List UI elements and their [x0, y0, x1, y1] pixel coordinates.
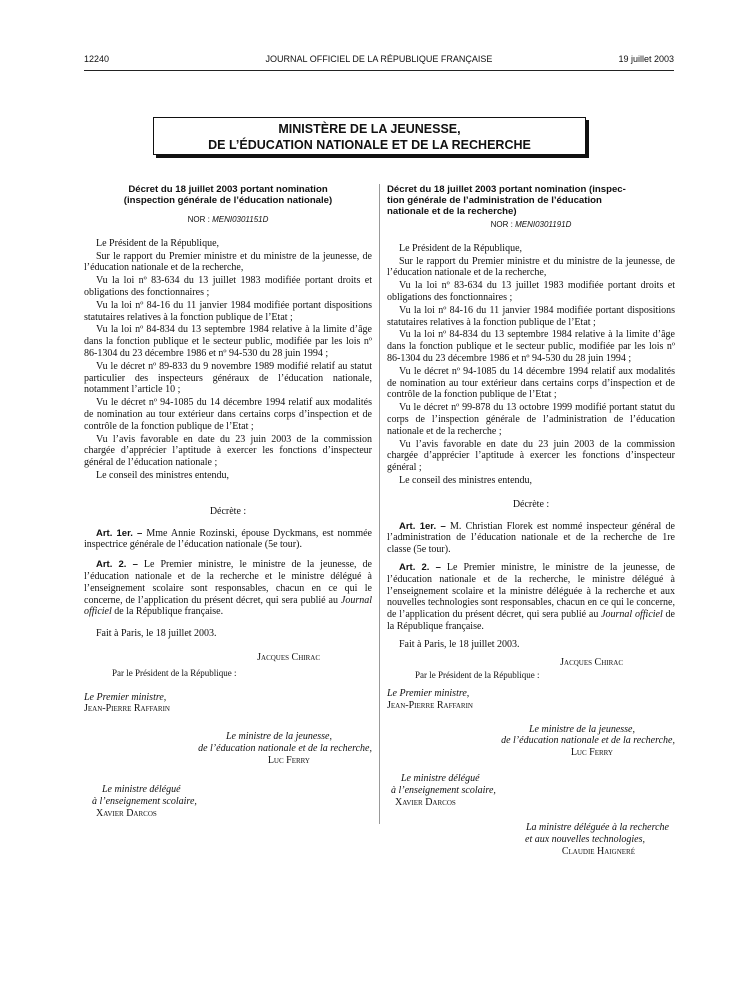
- decree-title-line: (inspection générale de l’éducation nationale): [123, 195, 333, 206]
- signatory-role: La ministre déléguée à la recherche: [525, 822, 669, 834]
- signature-prime-minister: [387, 688, 675, 712]
- page-header: [84, 54, 674, 68]
- journal-officiel-ref: Journal officiel: [601, 609, 663, 621]
- signature-delegate-minister: [92, 784, 372, 819]
- signatory-role: à l’enseignement scolaire,: [391, 784, 496, 796]
- decree-title-line: tion générale de l’administration de l’éducation: [387, 195, 602, 206]
- article-label: Art. 2. –: [96, 559, 138, 571]
- signatory-name: Xavier Darcos: [96, 808, 157, 820]
- signatory-name: Jean-Pierre Raffarin: [84, 703, 170, 715]
- preamble-paragraph: Le Président de la République,: [399, 242, 523, 254]
- nor-code: MENI0301191D: [515, 220, 572, 229]
- column-divider: [379, 184, 380, 824]
- nor-label: NOR :: [490, 220, 516, 229]
- preamble-paragraph: Vu le décret nº 89-833 du 9 novembre 1989 modifié relatif au statut particulier des inspecteurs généraux de l’éducation nationale, notamment l’article 10 ;: [84, 360, 372, 396]
- preamble-paragraph: Vu la loi nº 84-834 du 13 septembre 1984 relative à la limite d’âge dans la fonction publique et le secteur public, modifiée par les lois nº 86-1304 du 23 décembre 1986 et nº 94-530 du 28 juin 1994 ;: [387, 329, 675, 364]
- preamble-paragraph: Vu la loi nº 83-634 du 13 juillet 1983 modifiée portant droits et obligations des fonctionnaires ;: [387, 280, 675, 303]
- nor-label: NOR :: [187, 215, 213, 224]
- signatory-name: Jean-Pierre Raffarin: [387, 699, 473, 711]
- preamble-paragraph: Vu l’avis favorable en date du 23 juin 2003 de la commission chargée d’apprécier l’aptitude à exercer les fonctions d’inspecteur général de l’éducation nationale ;: [84, 433, 372, 469]
- preamble-paragraph: Vu la loi nº 84-16 du 11 janvier 1984 modifiée portant dispositions statutaires relatives à la fonction publique de l’Etat ;: [84, 299, 372, 323]
- journal-officiel-ref: Journal officiel: [84, 594, 372, 618]
- nor-code: MENI0301151D: [212, 215, 269, 224]
- decrete-heading: Décrète :: [209, 505, 247, 517]
- preamble-paragraph: Vu le décret nº 94-1085 du 14 décembre 1994 relatif aux modalités de nomination au tour extérieur dans certains corps d’inspection et de contrôle de la fonction publique de l’Etat ;: [387, 365, 675, 401]
- signature-minister: [84, 731, 372, 766]
- ministry-line-1: MINISTÈRE DE LA JEUNESSE,: [278, 122, 461, 136]
- nor-reference: [84, 214, 372, 226]
- preamble-paragraph: Vu l’avis favorable en date du 23 juin 2003 de la commission chargée d’apprécier l’aptitude à exercer les fonctions d’inspecteur général ;: [387, 438, 675, 474]
- signatory-role: et aux nouvelles technologies,: [525, 834, 645, 846]
- article-label: Art. 1er. –: [96, 527, 143, 539]
- article-label: Art. 1er. –: [399, 520, 446, 532]
- decree-title: [387, 184, 675, 217]
- preamble-paragraph: Sur le rapport du Premier ministre et du ministre de la jeunesse, de l’éducation nationale et de la recherche,: [84, 250, 372, 274]
- article-2: [84, 559, 372, 618]
- article-text: Mme Annie Rozinski, épouse Dyckmans, est nommée inspectrice générale de l’éducation nationale (5e tour).: [84, 527, 372, 551]
- preamble-paragraph: Vu la loi nº 83-634 du 13 juillet 1983 modifiée portant droits et obligations des fonctionnaires ;: [84, 275, 372, 298]
- article-label: Art. 2. –: [399, 561, 441, 573]
- preamble-paragraph: Le conseil des ministres entendu,: [96, 469, 230, 481]
- nor-reference: [387, 219, 675, 231]
- article-1: [387, 521, 675, 556]
- ministry-line-2: DE L’ÉDUCATION NATIONALE ET DE LA RECHERCHE: [208, 138, 531, 152]
- signatory-role: Le Premier ministre,: [84, 691, 167, 703]
- decrete-heading: Décrète :: [512, 498, 550, 510]
- article-text: Le Premier ministre, le ministre de la jeunesse, de l’éducation nationale et de la recherche et le ministre délégué à l’enseignement scolaire sont responsables, chacun en ce qui le concerne, de l’application du présent décret, qui sera publié au: [84, 559, 372, 606]
- signatory-role: Le ministre de la jeunesse,: [528, 723, 635, 735]
- signatory-role: de l’éducation nationale et de la recherche,: [198, 742, 372, 754]
- article-text: Le Premier ministre, le ministre de la jeunesse, de l’éducation nationale et de la recherche, le ministre délégué à l’enseignement scolaire et la ministre déléguée à la recherche et aux nouvelles technologies sont responsables, chacun en ce qui le concerne, de l’application du présent décret, qui sera publié au: [387, 561, 675, 621]
- article-1: [84, 528, 372, 552]
- article-2: [387, 562, 675, 633]
- decree-title: [84, 184, 372, 206]
- par-president: Par le Président de la République :: [112, 667, 237, 678]
- article-text-end: de la République française.: [387, 609, 675, 632]
- ministry-heading: [153, 117, 586, 155]
- journal-title: JOURNAL OFFICIEL DE LA RÉPUBLIQUE FRANÇAISE: [265, 54, 493, 64]
- signatory-name: Luc Ferry: [570, 747, 613, 759]
- decree-left: [84, 184, 372, 820]
- preamble-paragraph: Vu la loi nº 84-834 du 13 septembre 1984 relative à la limite d’âge dans la fonction publique et le secteur public, modifiée par les lois nº 86-1304 du 23 décembre 1986 et nº 94-530 du 28 juin 1994 ;: [84, 324, 372, 359]
- decree-title-line: Décret du 18 juillet 2003 portant nomination (inspec-: [387, 184, 626, 195]
- signatory-role: Le ministre délégué: [102, 784, 181, 796]
- preamble-paragraph: Vu la loi nº 84-16 du 11 janvier 1984 modifiée portant dispositions statutaires relatives à la fonction publique de l’Etat ;: [387, 304, 675, 328]
- president-name: Jacques Chirac: [257, 651, 320, 663]
- decree-title-line: nationale et de la recherche): [387, 206, 517, 217]
- preamble-paragraph: Vu le décret nº 99-878 du 13 octobre 1999 modifié portant statut du corps de l’inspection générale de l’administration de l’éducation nationale et de la recherche ;: [387, 402, 675, 437]
- signature-research-minister: [387, 822, 675, 857]
- page-number: 12240: [84, 54, 110, 64]
- article-text-end: de la République française.: [111, 606, 224, 618]
- signature-place-date: Fait à Paris, le 18 juillet 2003.: [399, 638, 520, 650]
- decree-right: [387, 184, 675, 858]
- signatory-name: Xavier Darcos: [395, 796, 456, 808]
- par-president: Par le Président de la République :: [415, 670, 540, 681]
- signatory-role: Le Premier ministre,: [387, 688, 470, 700]
- decree-title-line: Décret du 18 juillet 2003 portant nomination: [128, 184, 328, 195]
- signature-prime-minister: [84, 692, 372, 716]
- signatory-name: Luc Ferry: [267, 754, 310, 766]
- header-rule: [84, 70, 674, 71]
- signatory-role: Le ministre délégué: [401, 773, 480, 785]
- signatory-role: à l’enseignement scolaire,: [92, 796, 197, 808]
- signatory-role: Le ministre de la jeunesse,: [225, 731, 332, 743]
- preamble-paragraph: Le Président de la République,: [96, 237, 220, 249]
- preamble-paragraph: Sur le rapport du Premier ministre et du ministre de la jeunesse, de l’éducation nationale et de la recherche,: [387, 255, 675, 279]
- signature-delegate-minister: [391, 773, 675, 808]
- preamble-paragraph: Le conseil des ministres entendu,: [399, 474, 533, 486]
- president-name: Jacques Chirac: [560, 656, 623, 668]
- signatory-role: de l’éducation nationale et de la recherche,: [501, 735, 675, 747]
- preamble-paragraph: Vu le décret nº 94-1085 du 14 décembre 1994 relatif aux modalités de nomination au tour extérieur dans certains corps d’inspection et de contrôle de la fonction publique de l’Etat ;: [84, 397, 372, 432]
- signatory-name: Claudie Haigneré: [561, 846, 635, 858]
- signature-minister: [387, 724, 675, 759]
- article-text: M. Christian Florek est nommé inspecteur général de l’administration de l’éducation nationale et de la recherche de 1re classe (5e tour).: [387, 520, 675, 556]
- signature-place-date: Fait à Paris, le 18 juillet 2003.: [96, 628, 217, 640]
- header-date: 19 juillet 2003: [618, 54, 674, 64]
